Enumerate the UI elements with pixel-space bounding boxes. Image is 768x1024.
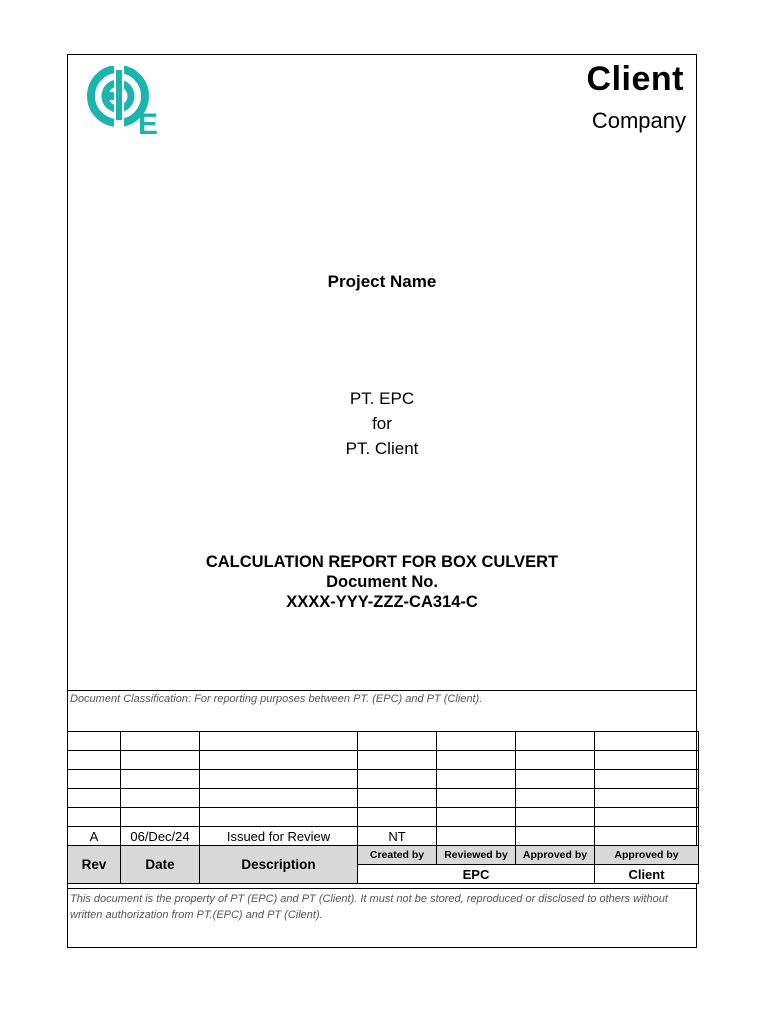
report-title: CALCULATION REPORT FOR BOX CULVERT xyxy=(205,553,559,571)
document-number: XXXX-YYY-ZZZ-CA314-C xyxy=(286,593,478,611)
classification-row xyxy=(67,690,697,732)
date-header: Date xyxy=(121,846,200,884)
revision-entry-row xyxy=(68,827,699,846)
approved-by-epc-cell xyxy=(516,827,595,846)
epc-group-label: EPC xyxy=(358,865,595,884)
parties-block xyxy=(67,386,697,461)
report-title-block xyxy=(67,552,697,612)
description-header: Description xyxy=(200,846,358,884)
client-title: Client xyxy=(586,60,684,98)
table-row xyxy=(68,770,699,789)
table-row xyxy=(68,732,699,751)
description-cell: Issued for Review xyxy=(200,827,358,846)
reviewed-by-cell xyxy=(437,827,516,846)
project-name: Project Name xyxy=(327,272,437,291)
created-by-header: Created by xyxy=(358,846,437,865)
approved-by-client-header: Approved by xyxy=(595,846,699,865)
property-notice: This document is the property of PT (EPC) and PT (Client). It must not be stored, reproduced or disclosed to others without written authorization from PT.(EPC) and PT (Cilent). xyxy=(67,888,697,925)
header-row xyxy=(68,846,699,865)
approved-by-client-cell xyxy=(595,827,699,846)
for-line: for xyxy=(372,414,392,433)
document-classification: Document Classification: For reporting purposes between PT. (EPC) and PT (Client). xyxy=(70,693,483,705)
client-subtitle: Company xyxy=(591,108,686,133)
table-row xyxy=(68,808,699,827)
contractor-line: PT. EPC xyxy=(349,389,415,408)
revision-table xyxy=(67,731,699,884)
rev-cell: A xyxy=(68,827,121,846)
approved-by-header: Approved by xyxy=(516,846,595,865)
table-row xyxy=(68,789,699,808)
date-cell: 06/Dec/24 xyxy=(121,827,200,846)
document-number-label: Document No. xyxy=(326,573,438,591)
logo-letter: E xyxy=(138,108,159,138)
company-logo-icon xyxy=(80,66,164,138)
client-line: PT. Client xyxy=(345,439,419,458)
client-group-label: Client xyxy=(595,865,699,884)
table-row xyxy=(68,751,699,770)
reviewed-by-header: Reviewed by xyxy=(437,846,516,865)
rev-header: Rev xyxy=(68,846,121,884)
created-by-cell: NT xyxy=(358,827,437,846)
